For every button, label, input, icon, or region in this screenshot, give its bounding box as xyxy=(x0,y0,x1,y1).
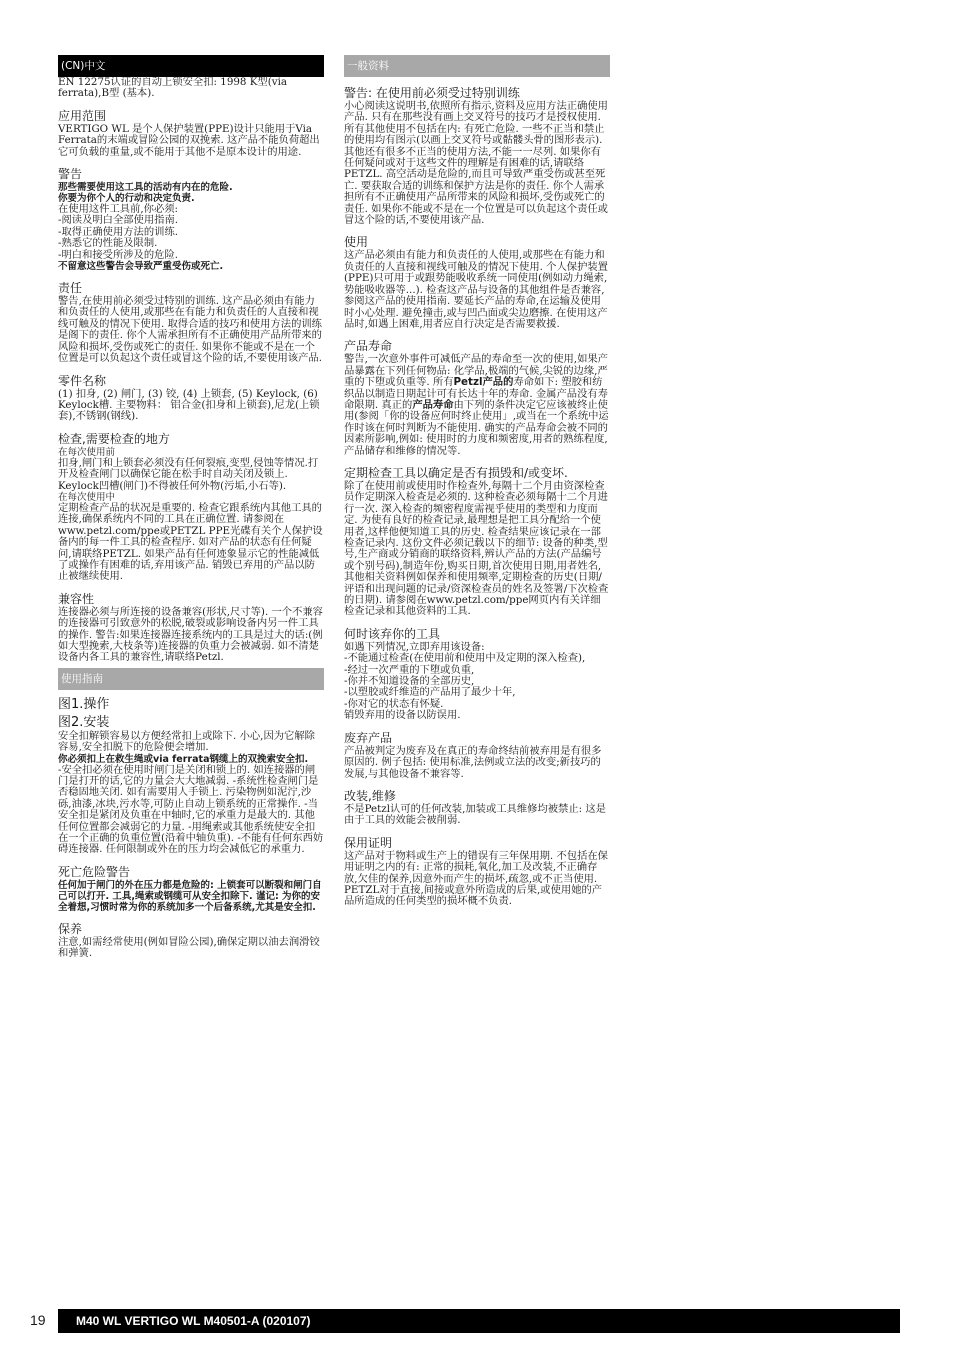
modifications-title: 改装,维修 xyxy=(344,788,396,803)
special-training-title: 警告: 在使用前必须受过特别训练 xyxy=(344,86,520,100)
inspection-subtitle-before: 在每次使用前 xyxy=(58,446,116,458)
right-column xyxy=(344,55,610,908)
when-discard-line: -经过一次严重的下堕或负重, xyxy=(344,663,475,676)
warning-title: 警告 xyxy=(58,167,83,182)
figure-1-title: 图1.操作 xyxy=(58,696,110,712)
when-discard-line: 如遇下列情况,立即弃用该设备: xyxy=(344,640,485,653)
inspection-title: 检查,需要检查的地方 xyxy=(58,431,170,446)
general-info-header: 一般资料 xyxy=(344,55,610,77)
danger-title: 死亡危险警告 xyxy=(58,864,131,879)
lifetime-body xyxy=(344,354,610,457)
left-column xyxy=(58,55,324,960)
when-discard-line: -不能通过检查(在使用前和使用中及定期的深入检查), xyxy=(344,652,586,665)
modifications-body: 不是Petzl认可的任何改装,加装或工具维修均被禁止: 这是由于工具的效能会被削弱. xyxy=(344,802,606,827)
intro-text: EN 12275认证的自动上锁安全扣: 1998 K型(via ferrata),B型 (基本). xyxy=(58,76,287,100)
installation-body-1: 安全扣解锁容易以方便经常扣上或除下. 小心,因为它解除容易,安全扣脱下的危险便会增加. xyxy=(58,729,315,754)
warning-bold-2: 你要为你个人的行动和决定负责. xyxy=(58,193,195,205)
lifetime-text-1: 警告,一次意外事件可减低产品的寿命至一次的使用,如果产品暴露在下列任何物品: 化学品,极端的气候,尖锐的边缘,严重的下堕或负重等. 所有 xyxy=(344,353,608,389)
periodic-inspection-body: 除了在使用前或使用时作检查外,每隔十二个月由资深检查员作定期深入检查是必须的. 这种检查必须每隔十二个月进行一次. 深入检查的频密程度需视乎使用的类型和力度而定. 为使有良好的检查记录,最理想是把工具分配给一个使用者,这样他便知道工具的历史. 检查结果应该记录在一部检查记录内. 这份文件必须记载以下的细节: 设备的种类,型号,生产商或分销商的联络资料,辨认产品的方法(产品编号或个别号码),制造年份,购买日期,首次使用日期,用者姓名,其他相关资料例如保养和使用频率,定期检查的历史(日期/评语和出现问题的记录/资深检查员的姓名及签署/下次检查的日期). 请参阅在www.petzl.com/ppe网页内有关详细检查记录和其他资料的工具. xyxy=(344,479,609,618)
warning-line: 在使用这件工具前,你必须: xyxy=(58,203,179,216)
lifetime-text-2: 寿命如下: 塑胶和纺织品以制造日期起计可有长达十年的寿命. 金属产品没有寿命限期. 真正的 xyxy=(344,376,608,411)
maintenance-body: 注意,如需经常使用(例如冒险公园),确保定期以油去润滑铰和弹簧. xyxy=(58,935,320,960)
warning-line: -取得正确使用方法的训练. xyxy=(58,225,179,238)
warning-line: -阅读及明白全部使用指南. xyxy=(58,214,179,227)
periodic-inspection-title: 定期检查工具以确定是否有损毁和/或变坏. xyxy=(344,465,568,480)
scope-title: 应用范围 xyxy=(58,108,107,123)
lifetime-title: 产品寿命 xyxy=(344,339,393,354)
compatibility-title: 兼容性 xyxy=(58,591,95,606)
obsolete-body: 产品被判定为废弃及在真正的寿命终结前被弃用是有很多原因的. 例子包括: 使用标准,法例或立法的改变;新技巧的发展,与其他设备不兼容等. xyxy=(344,744,602,780)
use-body: 这产品必须由有能力和负责任的人使用,或那些在有能力和负责任的人直接和视线可触及的情况下使用. 个人保护装置(PPE)只可用于或跟势能吸收系统一同使用(例如动力绳索,势能吸收器等...). 检查这产品与设备的其他组件是否兼容,参阅这产品的使用指南. 要延长产品的寿命,在运输及使用时小心处理. 避免撞击,或与凹凸面或尖边磨擦. 在使用这产品时,如遇上困难,用者应自行决定是否需要救援. xyxy=(344,249,608,330)
footer-title-bar: M40 WL VERTIGO WL M40501-A (020107) xyxy=(58,1309,900,1333)
parts-title: 零件名称 xyxy=(58,373,107,388)
page-number: 19 xyxy=(30,1312,46,1328)
language-header: (CN)中文 xyxy=(58,55,324,77)
guarantee-title: 保用证明 xyxy=(344,835,393,850)
when-discard-line: -以塑胶或纤维造的产品用了最少十年, xyxy=(344,686,516,699)
responsibility-title: 责任 xyxy=(58,281,83,296)
obsolete-title: 废弃产品 xyxy=(344,730,393,745)
usage-header: 使用指南 xyxy=(58,668,324,690)
special-training-body: 小心阅读这说明书,依照所有指示,资料及应用方法正确使用产品. 只有在那些没有画上交叉符号的技巧才是授权使用. 所有其他使用不包括在内: 有死亡危险. 一些不正当和禁止的使用均有图示(以画上交叉符号或骷髅头骨的图形表示). 其他还有很多不正当的使用方法,不能一一尽列. 如果你有任何疑问或对于这些文件的理解是有困难的话,请联络PETZL. 高空活动是危险的,而且可导致严重受伤或甚至死亡. 要获取合适的训练和保护方法是你的责任. 你个人需承担所有不正确使用产品所带来的风险和损坏,受伤或死亡的责任. 如果你不能或不是在一个位置是可以负起这个责任或冒这个险的话,不要使用该产品. xyxy=(344,100,608,227)
compatibility-body: 连接器必须与所连接的设备兼容(形状,尺寸等). 一个不兼容的连接器可引致意外的松脱,破裂或影响设备内另一件工具的操作. 警告:如果连接器连接系统内的工具是过大的话:(例如大型挽索,大枝条等)连接器的负重力会被减弱. 如不清楚设备内各工具的兼容性,请联络Petzl. xyxy=(58,605,323,664)
maintenance-title: 保养 xyxy=(58,921,83,936)
danger-body: 任何加于闸门的外在压力都是危险的: 上锁套可以断裂和闸门自己可以打开. 工具,绳索或钢缆可从安全扣除下. 谨记: 为你的安全着想,习惯时常为你的系统加多一个后备系统,尤其是安全扣. xyxy=(58,879,322,913)
when-discard-line: -你对它的状态有怀疑. xyxy=(344,697,444,710)
use-title: 使用 xyxy=(344,235,369,250)
warning-bold-1: 那些需要使用这工具的活动有内在的危险. xyxy=(58,182,233,194)
lifetime-real-bold: 产品寿命 xyxy=(412,398,454,411)
installation-body-2: -安全扣必须在使用时闸门是关闭和锁上的. 如连接器的闸门是打开的话,它的力量会大大地减弱. -系统性检查闸门是否稳固地关闭. 如有需要用人手锁上. 污染物例如泥泞,沙砾,油漆,冰块,污水等,可防止自动上锁系统的正常操作. -当安全扣是紧闭及负重在中轴时,它的承重力是最大的. 其他任何位置都会减弱它的力量. -用绳索或其他系统使安全扣在一个正确的负重位置(沿着中轴负重). -不能有任何东西妨碍连接器. 任何限制或外在的压力均会减低它的承重力. xyxy=(58,763,324,856)
inspection-body-before: 扣身,闸门和上锁套必须没有任何裂痕,变型,侵蚀等情况.打开及检查闸门以确保它能在松手时自动关闭及锁上. Keylock凹槽(闸门)不得被任何外物(污垢,小石等). xyxy=(58,456,319,492)
warning-line: -熟悉它的性能及限制. xyxy=(58,237,158,250)
scope-body: VERTIGO WL 是个人保护装置(PPE)设计只能用于Via Ferrata的末端或冒险公园的双挽索. 这产品不能负荷超出它可负载的重量,或不能用于其他不是原本设计的用途. xyxy=(58,122,320,158)
warning-line: -明白和接受所涉及的危险. xyxy=(58,248,179,261)
figure-2-title: 图2.安装 xyxy=(58,714,110,730)
lifetime-text-3: 由下列的条件决定它应该被终止使用(参阅「你的设备应何时终止使用」,或当在一个系统中运作时该在何时判断为不能使用. 确实的产品寿命会被不同的因素所影响,例如: 使用时的力度和频密度,用者的熟练程度,产品储存和维修的情况等. xyxy=(344,398,609,457)
parts-body: (1) 扣身, (2) 闸门, (3) 铰, (4) 上锁套, (5) Keylock, (6) Keylock槽. 主要物料： 铝合金(扣身和上锁套),尼龙(上锁套),不锈钢(钢线). xyxy=(58,387,320,423)
inspection-body-during: 定期检查产品的状况是重要的. 检查它跟系统内其他工具的连接,确保系统内不同的工具在正确位置. 请参阅在www.petzl.com/ppe或PETZL PPE光碟有关个人保护设备内的每一件工具的检查程序. 如对产品的状态有任何疑问,请联络PETZL. 如果产品有任何迹象显示它的性能减低了或操作有困难的话,弃用该产品. 销毁已弃用的产品以防止被继续使用. xyxy=(58,501,323,583)
responsibility-body: 警告,在使用前必须受过特别的训练. 这产品必须由有能力和负责任的人使用,或那些在有能力和负责任的人直接和视线可触及的情况下使用. 取得合适的技巧和使用方法的训练是阁下的责任. 你个人需承担所有不正确使用产品所带来的风险和损坏,受伤或死亡的责任. 如果你不能或不是在一个位置是可以负起这个责任或冒这个险的话,不要使用该产品. xyxy=(58,295,322,365)
guarantee-body: 这产品对于物料或生产上的错误有三年保用期. 不包括在保用证明之内的有: 正常的损耗,氧化,加工及改装,不正确存放,欠佳的保养,因意外而产生的损坏,疏忽,或不正当使用. PETZL对于直接,间接或意外所造成的后果,或使用她的产品所造成的任何类型的损坏概不负责. xyxy=(344,849,608,908)
lifetime-petzl-bold: Petzl产品的 xyxy=(453,376,514,389)
when-discard-line: -你并不知道设备的全部历史, xyxy=(344,675,475,688)
when-discard-title: 何时该弃你的工具 xyxy=(344,626,441,641)
when-discard-line: 销毁弃用的设备以防误用. xyxy=(344,709,461,722)
installation-bold: 你必须扣上在救生绳或via ferrata钢缆上的双挽索安全扣. xyxy=(58,753,309,765)
inspection-subtitle-during: 在每次使用中 xyxy=(58,491,116,503)
warning-bold-3: 不留意这些警告会导致严重受伤或死亡. xyxy=(58,261,224,273)
